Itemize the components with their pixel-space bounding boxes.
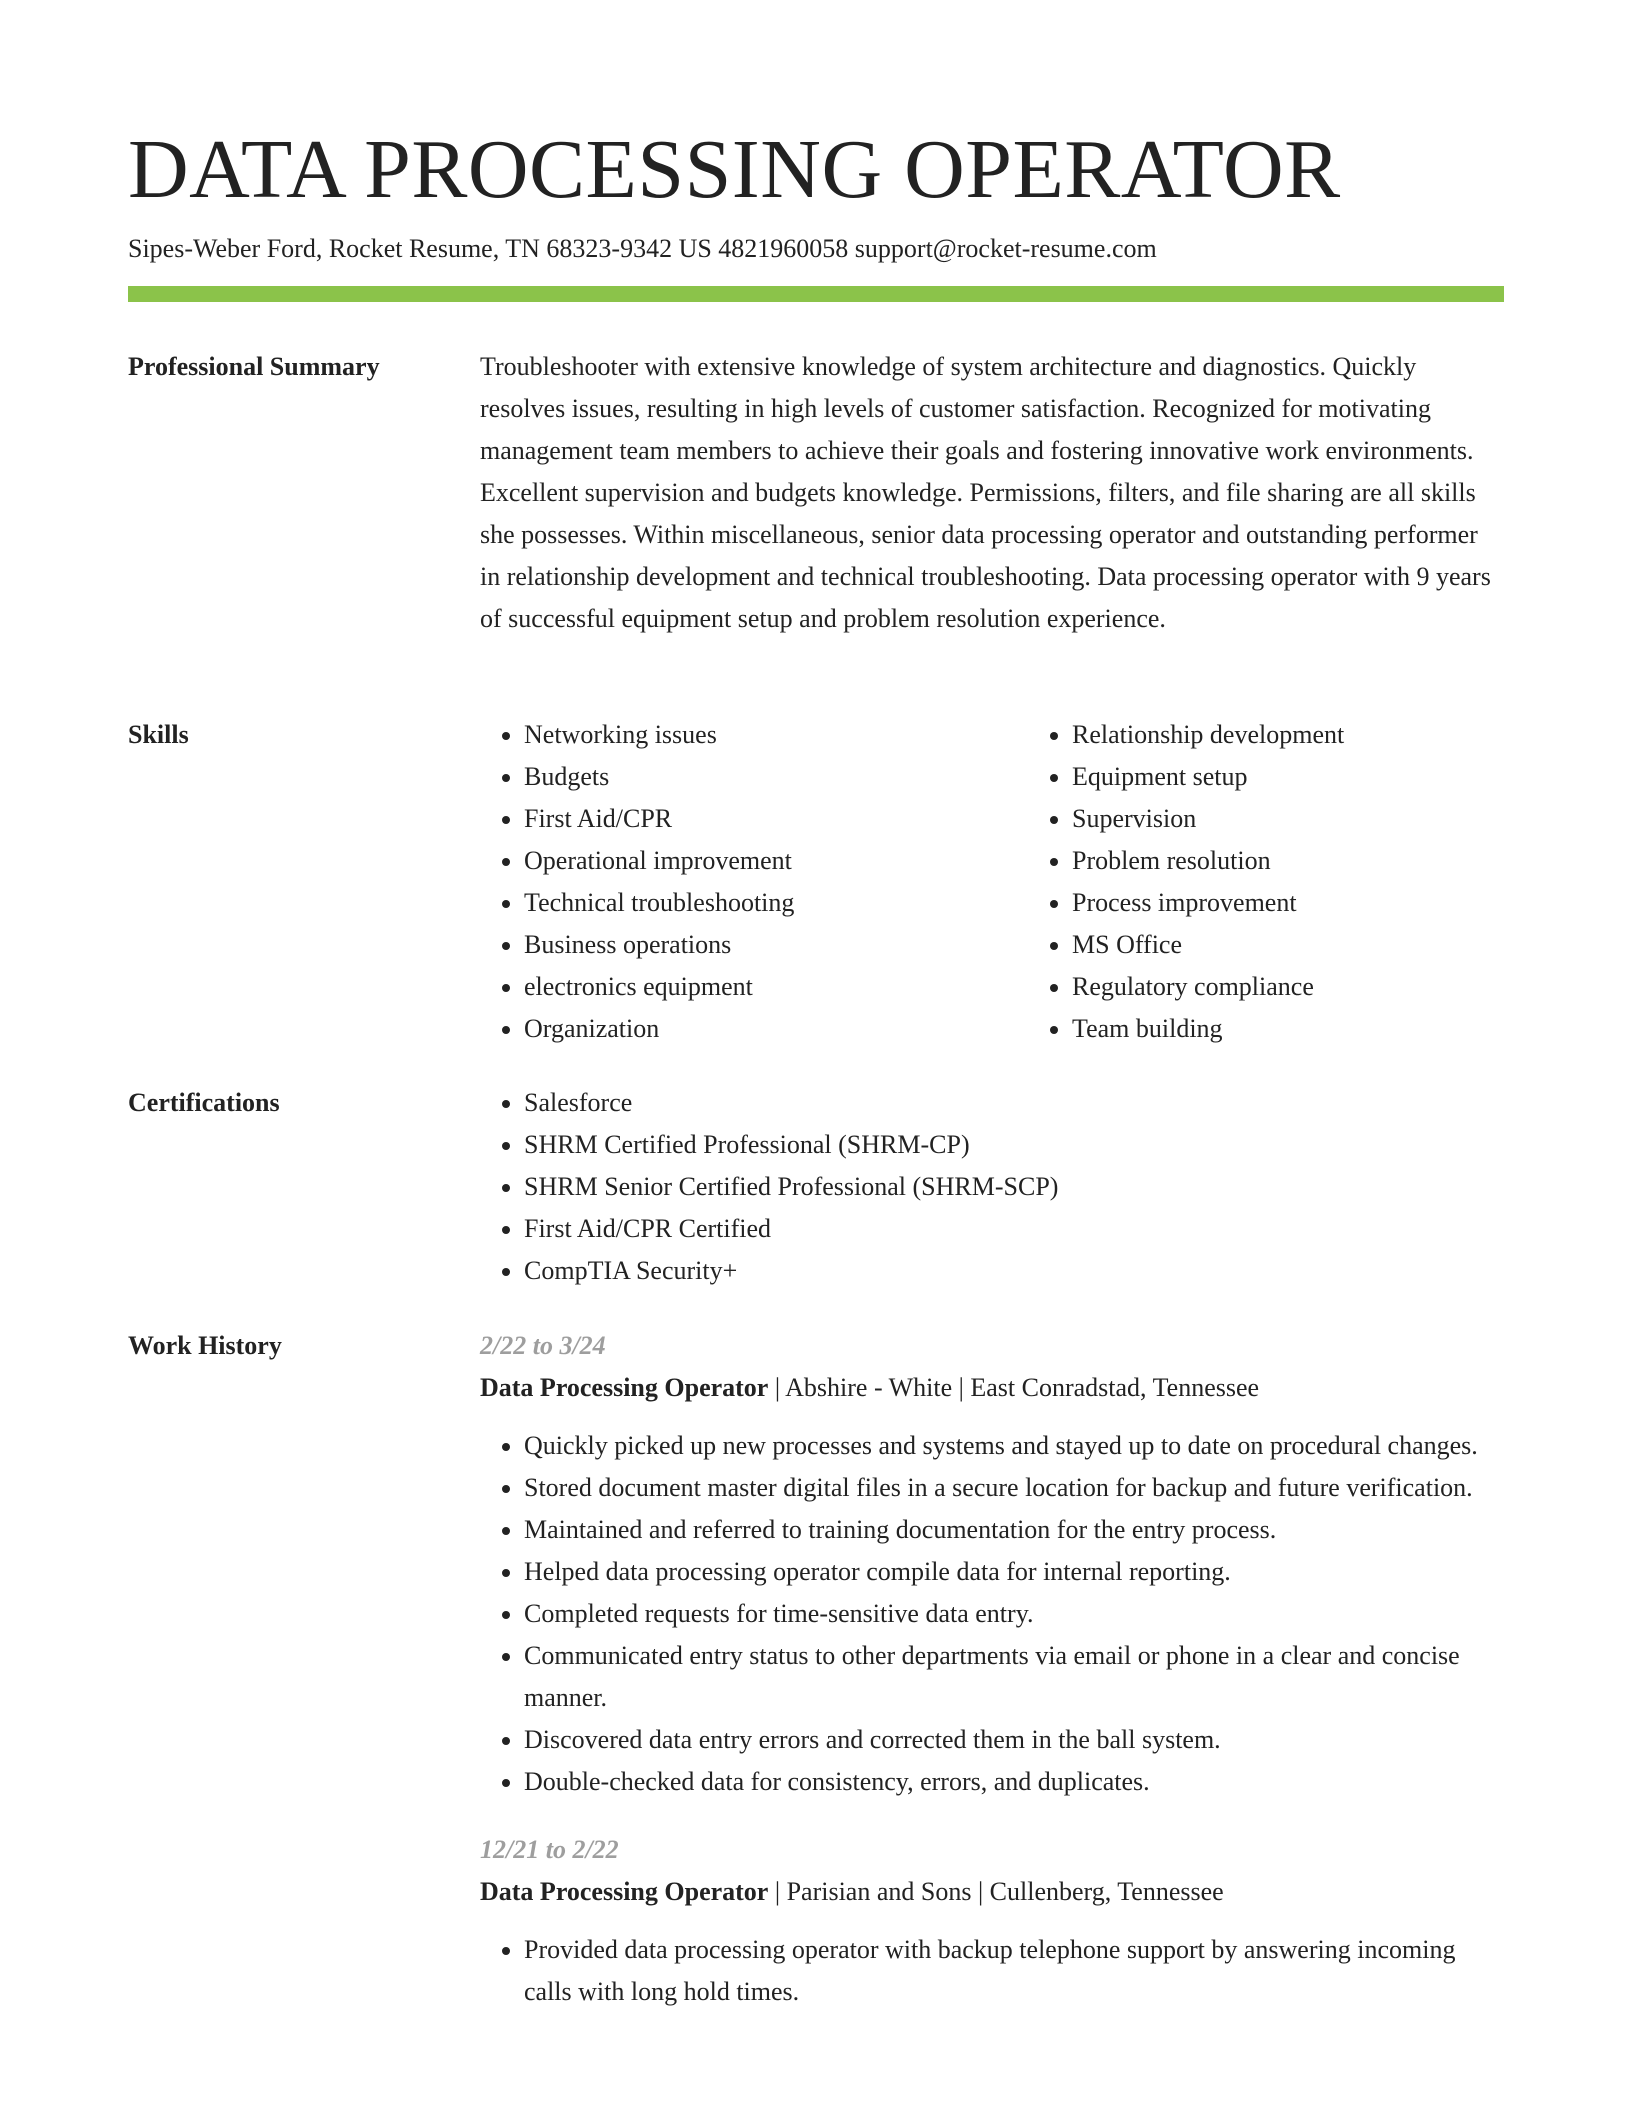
skill-item: • First Aid/CPR bbox=[524, 798, 984, 840]
skills-columns bbox=[480, 714, 1504, 1050]
job-role: Data Processing Operator bbox=[480, 1877, 769, 1906]
job-dates: 12/21 to 2/22 bbox=[480, 1835, 619, 1864]
job-bullet: • Double-checked data for consistency, errors, and duplicates. bbox=[524, 1761, 1504, 1803]
job-title-line bbox=[480, 1871, 1504, 1913]
header-divider bbox=[128, 286, 1504, 302]
job-bullets bbox=[480, 1425, 1504, 1803]
job-bullet: • Helped data processing operator compile data for internal reporting. bbox=[524, 1551, 1504, 1593]
certification-item: • SHRM Certified Professional (SHRM-CP) bbox=[524, 1124, 1504, 1166]
skill-item: • Budgets bbox=[524, 756, 984, 798]
job-bullet: • Maintained and referred to training documentation for the entry process. bbox=[524, 1509, 1504, 1551]
certification-item: • CompTIA Security+ bbox=[524, 1250, 1504, 1292]
skill-item: • Equipment setup bbox=[1072, 756, 1532, 798]
skills-body bbox=[480, 714, 1504, 1050]
job-title-line bbox=[480, 1367, 1504, 1409]
summary-heading: Professional Summary bbox=[128, 352, 380, 381]
skills-list-left bbox=[480, 714, 984, 1050]
skill-item: • Technical troubleshooting bbox=[524, 882, 984, 924]
skill-item: • MS Office bbox=[1072, 924, 1532, 966]
job-role: Data Processing Operator bbox=[480, 1373, 769, 1402]
certifications-list bbox=[480, 1082, 1504, 1292]
certifications-heading: Certifications bbox=[128, 1088, 280, 1117]
summary-body bbox=[480, 346, 1504, 640]
skill-item: • Regulatory compliance bbox=[1072, 966, 1532, 1008]
skill-item: • Problem resolution bbox=[1072, 840, 1532, 882]
skill-item: • Operational improvement bbox=[524, 840, 984, 882]
skill-item: • Relationship development bbox=[1072, 714, 1532, 756]
skill-item: • Organization bbox=[524, 1008, 984, 1050]
job-bullet: • Quickly picked up new processes and systems and stayed up to date on procedural changes. bbox=[524, 1425, 1504, 1467]
job-details: | Abshire - White | East Conradstad, Tennessee bbox=[768, 1373, 1260, 1402]
job-bullets bbox=[480, 1929, 1504, 2013]
skill-item: • Process improvement bbox=[1072, 882, 1532, 924]
job-bullet: • Stored document master digital files in a secure location for backup and future verification. bbox=[524, 1467, 1504, 1509]
job-entry bbox=[480, 1325, 1504, 1803]
certification-item: • SHRM Senior Certified Professional (SHRM-SCP) bbox=[524, 1166, 1504, 1208]
job-bullet: • Provided data processing operator with backup telephone support by answering incoming calls with long hold times. bbox=[524, 1929, 1504, 2013]
work-history-heading: Work History bbox=[128, 1331, 282, 1360]
skill-item: • Business operations bbox=[524, 924, 984, 966]
resume-title: DATA PROCESSING OPERATOR bbox=[128, 123, 1341, 216]
job-details: | Parisian and Sons | Cullenberg, Tennessee bbox=[768, 1877, 1224, 1906]
job-entry bbox=[480, 1829, 1504, 2013]
job-dates: 2/22 to 3/24 bbox=[480, 1331, 606, 1360]
summary-text: Troubleshooter with extensive knowledge of system architecture and diagnostics. Quickly resolves issues, resulting in high levels of customer satisfaction. Recognized for motivating management team members to achieve their goals and fostering innovative work environments. Excellent supervision and budgets knowledge. Permissions, filters, and file sharing are all skills she possesses. Within miscellaneous, senior data processing operator and outstanding performer in relationship development and technical troubleshooting. Data processing operator with 9 years of successful equipment setup and problem resolution experience. bbox=[480, 352, 1491, 633]
skill-item: • electronics equipment bbox=[524, 966, 984, 1008]
job-bullet: • Discovered data entry errors and corrected them in the ball system. bbox=[524, 1719, 1504, 1761]
work-history-body bbox=[480, 1325, 1504, 2039]
job-bullet: • Completed requests for time-sensitive data entry. bbox=[524, 1593, 1504, 1635]
skill-item: • Networking issues bbox=[524, 714, 984, 756]
skill-item: • Team building bbox=[1072, 1008, 1532, 1050]
certification-item: • First Aid/CPR Certified bbox=[524, 1208, 1504, 1250]
certification-item: • Salesforce bbox=[524, 1082, 1504, 1124]
skills-heading: Skills bbox=[128, 720, 189, 749]
skill-item: • Supervision bbox=[1072, 798, 1532, 840]
contact-info: Sipes-Weber Ford, Rocket Resume, TN 68323-9342 US 4821960058 support@rocket-resume.com bbox=[128, 234, 1157, 263]
skills-list-right bbox=[1028, 714, 1532, 1050]
certifications-body bbox=[480, 1082, 1504, 1292]
job-bullet: • Communicated entry status to other departments via email or phone in a clear and concise manner. bbox=[524, 1635, 1504, 1719]
